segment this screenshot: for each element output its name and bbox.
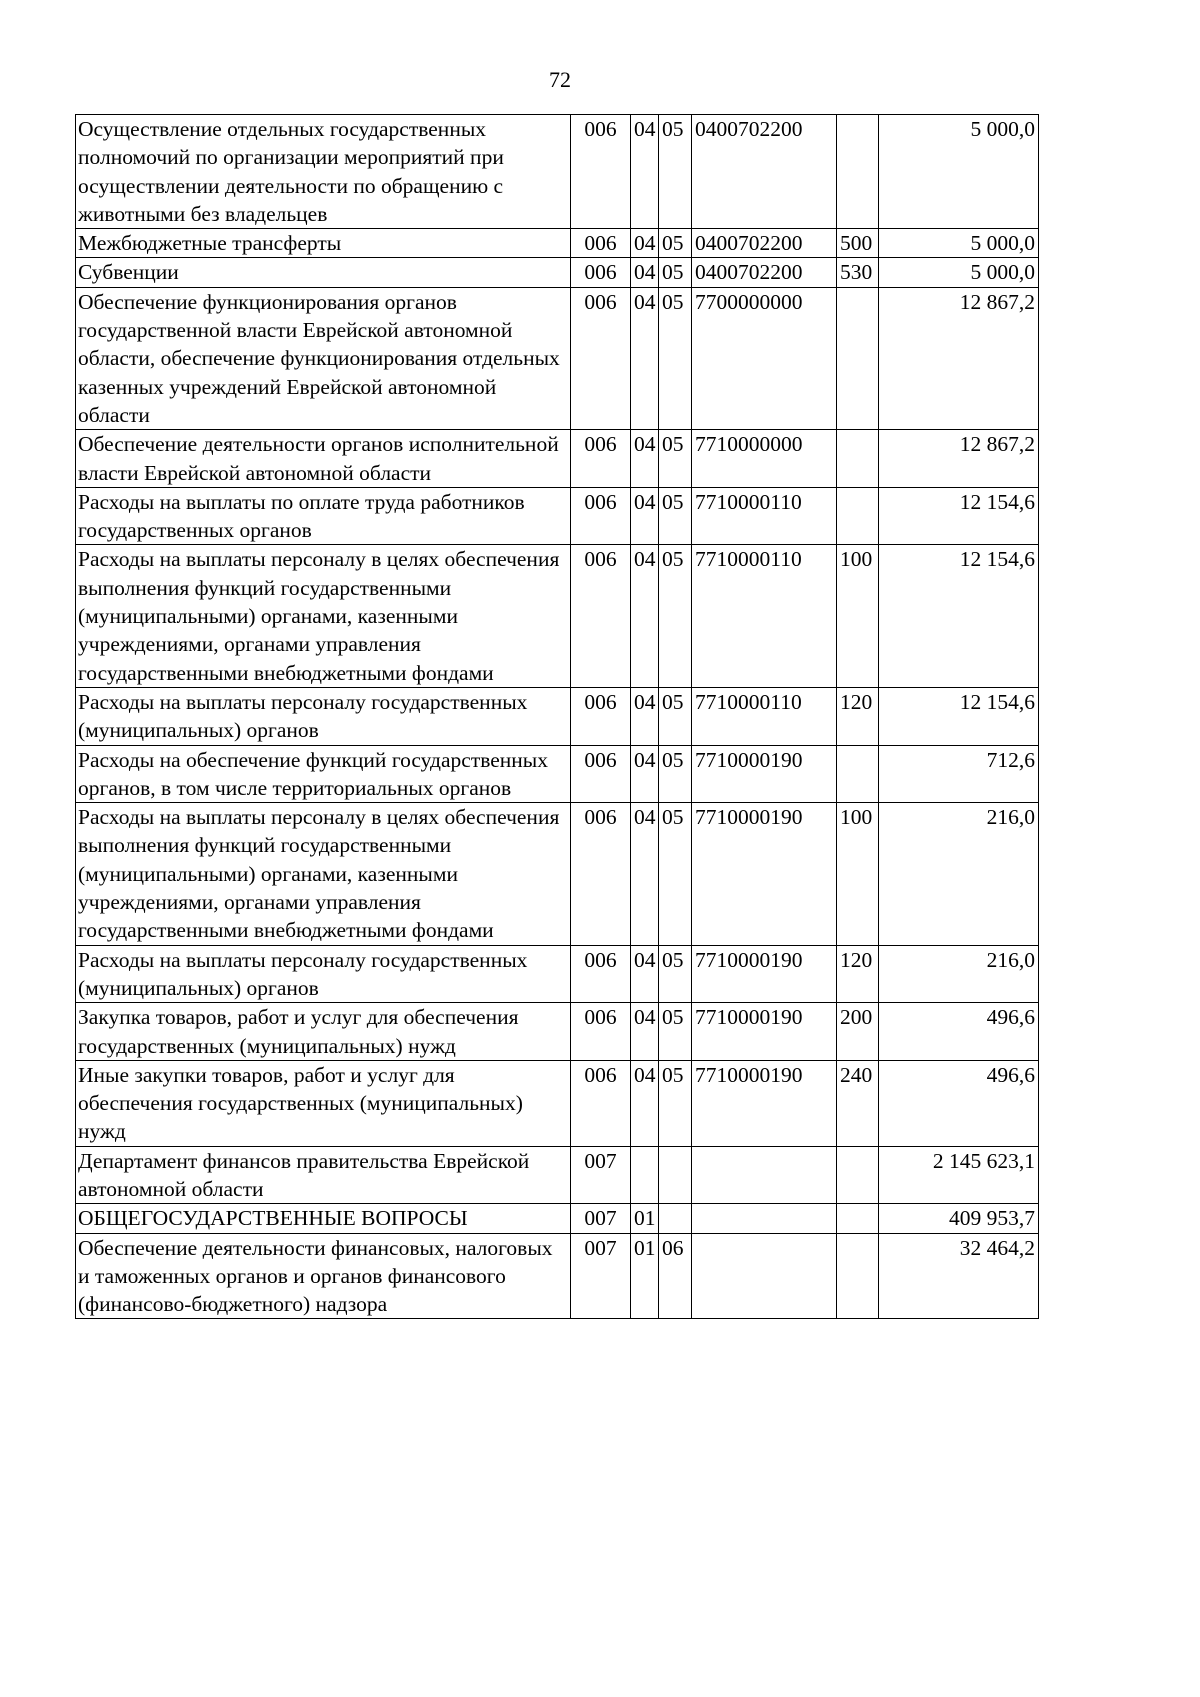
row-name-cell: Расходы на выплаты персоналу в целях обеспечения выполнения функций государственными (муниципальными) органами, казенными учреждениями, органами управления государственными внебюджетными фондами (76, 803, 571, 945)
table-row (76, 1060, 1039, 1146)
row-name-cell: Департамент финансов правительства Еврейской автономной области (76, 1146, 571, 1204)
row-section-cell: 01 (631, 1204, 659, 1233)
row-expense-type-cell: 530 (837, 258, 879, 287)
row-sum-cell: 5 000,0 (879, 229, 1039, 258)
row-name-cell: Обеспечение деятельности финансовых, налоговых и таможенных органов и органов финансового (финансово-бюджетного) надзора (76, 1233, 571, 1319)
row-sum-cell: 5 000,0 (879, 115, 1039, 229)
row-target-article-cell (692, 1146, 837, 1204)
row-expense-type-cell: 120 (837, 687, 879, 745)
row-sum-cell: 2 145 623,1 (879, 1146, 1039, 1204)
row-subsection-cell: 05 (659, 1060, 692, 1146)
row-expense-type-cell (837, 745, 879, 803)
row-target-article-cell: 7700000000 (692, 287, 837, 429)
row-subsection-cell: 05 (659, 229, 692, 258)
row-sum-cell: 216,0 (879, 803, 1039, 945)
budget-table (75, 114, 1039, 1319)
row-name-cell: Расходы на выплаты по оплате труда работников государственных органов (76, 487, 571, 545)
row-target-article-cell: 7710000190 (692, 1060, 837, 1146)
table-row (76, 1003, 1039, 1061)
row-code-cell: 006 (571, 945, 631, 1003)
row-name-cell: Обеспечение деятельности органов исполнительной власти Еврейской автономной области (76, 430, 571, 488)
row-target-article-cell: 7710000000 (692, 430, 837, 488)
table-row (76, 945, 1039, 1003)
row-name-cell: Межбюджетные трансферты (76, 229, 571, 258)
row-section-cell: 04 (631, 430, 659, 488)
row-subsection-cell: 06 (659, 1233, 692, 1319)
row-code-cell: 006 (571, 487, 631, 545)
row-expense-type-cell (837, 287, 879, 429)
row-subsection-cell: 05 (659, 803, 692, 945)
row-section-cell (631, 1146, 659, 1204)
row-target-article-cell: 0400702200 (692, 229, 837, 258)
row-code-cell: 007 (571, 1204, 631, 1233)
table-row (76, 687, 1039, 745)
row-expense-type-cell (837, 430, 879, 488)
table-row (76, 287, 1039, 429)
row-code-cell: 006 (571, 229, 631, 258)
row-sum-cell: 496,6 (879, 1003, 1039, 1061)
row-subsection-cell: 05 (659, 487, 692, 545)
row-target-article-cell (692, 1233, 837, 1319)
row-expense-type-cell: 200 (837, 1003, 879, 1061)
row-code-cell: 006 (571, 803, 631, 945)
row-name-cell: Расходы на обеспечение функций государственных органов, в том числе территориальных органов (76, 745, 571, 803)
table-row (76, 487, 1039, 545)
row-code-cell: 006 (571, 687, 631, 745)
row-sum-cell: 12 154,6 (879, 487, 1039, 545)
row-expense-type-cell (837, 1233, 879, 1319)
row-target-article-cell: 0400702200 (692, 258, 837, 287)
row-section-cell: 04 (631, 745, 659, 803)
row-target-article-cell: 7710000110 (692, 487, 837, 545)
row-subsection-cell: 05 (659, 545, 692, 687)
row-sum-cell: 32 464,2 (879, 1233, 1039, 1319)
row-name-cell: Иные закупки товаров, работ и услуг для обеспечения государственных (муниципальных) нужд (76, 1060, 571, 1146)
row-section-cell: 04 (631, 687, 659, 745)
row-subsection-cell: 05 (659, 287, 692, 429)
row-code-cell: 006 (571, 1003, 631, 1061)
row-code-cell: 006 (571, 430, 631, 488)
table-row (76, 1233, 1039, 1319)
row-section-cell: 04 (631, 258, 659, 287)
row-name-cell: Расходы на выплаты персоналу в целях обеспечения выполнения функций государственными (муниципальными) органами, казенными учреждениями, органами управления государственными внебюджетными фондами (76, 545, 571, 687)
table-row (76, 229, 1039, 258)
page-number: 72 (549, 67, 571, 92)
row-sum-cell: 12 867,2 (879, 430, 1039, 488)
row-subsection-cell: 05 (659, 745, 692, 803)
row-section-cell: 04 (631, 545, 659, 687)
row-sum-cell: 12 154,6 (879, 545, 1039, 687)
row-section-cell: 04 (631, 1003, 659, 1061)
table-row (76, 258, 1039, 287)
row-target-article-cell: 7710000190 (692, 803, 837, 945)
row-target-article-cell: 7710000190 (692, 945, 837, 1003)
row-expense-type-cell: 500 (837, 229, 879, 258)
row-subsection-cell: 05 (659, 945, 692, 1003)
table-row (76, 430, 1039, 488)
row-section-cell: 04 (631, 115, 659, 229)
row-sum-cell: 216,0 (879, 945, 1039, 1003)
row-name-cell: Субвенции (76, 258, 571, 287)
row-name-cell: Закупка товаров, работ и услуг для обеспечения государственных (муниципальных) нужд (76, 1003, 571, 1061)
row-code-cell: 006 (571, 115, 631, 229)
row-name-cell: Обеспечение функционирования органов государственной власти Еврейской автономной области, обеспечение функционирования отдельных казенных учреждений Еврейской автономной области (76, 287, 571, 429)
row-expense-type-cell: 100 (837, 545, 879, 687)
row-section-cell: 01 (631, 1233, 659, 1319)
row-expense-type-cell: 240 (837, 1060, 879, 1146)
row-expense-type-cell (837, 1204, 879, 1233)
row-section-cell: 04 (631, 287, 659, 429)
row-name-cell: Осуществление отдельных государственных полномочий по организации мероприятий при осуществлении деятельности по обращению с животными без владельцев (76, 115, 571, 229)
row-code-cell: 007 (571, 1146, 631, 1204)
row-name-cell: ОБЩЕГОСУДАРСТВЕННЫЕ ВОПРОСЫ (76, 1204, 571, 1233)
table-row (76, 545, 1039, 687)
row-target-article-cell: 7710000190 (692, 745, 837, 803)
row-code-cell: 006 (571, 1060, 631, 1146)
row-code-cell: 006 (571, 287, 631, 429)
row-sum-cell: 5 000,0 (879, 258, 1039, 287)
table-row (76, 803, 1039, 945)
row-subsection-cell: 05 (659, 687, 692, 745)
row-sum-cell: 409 953,7 (879, 1204, 1039, 1233)
row-section-cell: 04 (631, 229, 659, 258)
row-subsection-cell: 05 (659, 430, 692, 488)
row-subsection-cell: 05 (659, 115, 692, 229)
row-expense-type-cell: 120 (837, 945, 879, 1003)
row-target-article-cell: 7710000110 (692, 687, 837, 745)
table-body (76, 115, 1039, 1319)
row-target-article-cell: 0400702200 (692, 115, 837, 229)
row-subsection-cell (659, 1146, 692, 1204)
row-code-cell: 007 (571, 1233, 631, 1319)
row-subsection-cell: 05 (659, 258, 692, 287)
row-target-article-cell (692, 1204, 837, 1233)
row-name-cell: Расходы на выплаты персоналу государственных (муниципальных) органов (76, 687, 571, 745)
row-code-cell: 006 (571, 745, 631, 803)
row-section-cell: 04 (631, 803, 659, 945)
row-code-cell: 006 (571, 545, 631, 687)
table-row (76, 745, 1039, 803)
row-name-cell: Расходы на выплаты персоналу государственных (муниципальных) органов (76, 945, 571, 1003)
row-expense-type-cell: 100 (837, 803, 879, 945)
table-row (76, 1146, 1039, 1204)
row-code-cell: 006 (571, 258, 631, 287)
row-sum-cell: 712,6 (879, 745, 1039, 803)
row-expense-type-cell (837, 487, 879, 545)
table-row (76, 115, 1039, 229)
row-sum-cell: 12 154,6 (879, 687, 1039, 745)
table-row (76, 1204, 1039, 1233)
row-expense-type-cell (837, 1146, 879, 1204)
row-sum-cell: 496,6 (879, 1060, 1039, 1146)
row-section-cell: 04 (631, 945, 659, 1003)
row-sum-cell: 12 867,2 (879, 287, 1039, 429)
row-target-article-cell: 7710000190 (692, 1003, 837, 1061)
row-subsection-cell (659, 1204, 692, 1233)
row-target-article-cell: 7710000110 (692, 545, 837, 687)
row-section-cell: 04 (631, 487, 659, 545)
row-expense-type-cell (837, 115, 879, 229)
row-subsection-cell: 05 (659, 1003, 692, 1061)
row-section-cell: 04 (631, 1060, 659, 1146)
